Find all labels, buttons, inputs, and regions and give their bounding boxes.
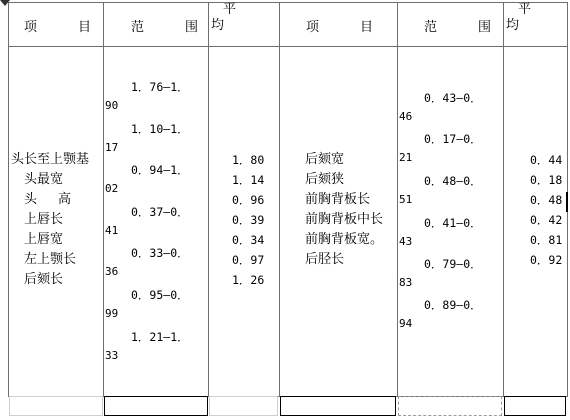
list-item: 后胫长 [305, 252, 345, 267]
header-item-2: 项 目 [306, 20, 388, 35]
average-value: 0．81 [530, 233, 563, 247]
range-value: 0．94—1． [131, 163, 189, 177]
list-item: 上唇宽 [24, 232, 64, 247]
range-tail: 46 [399, 110, 413, 123]
range-value: 0．48—0． [424, 174, 482, 188]
empty-cell[interactable] [504, 396, 566, 416]
range-tail: 41 [105, 224, 119, 237]
list-item: 前胸背板中长 [305, 212, 384, 227]
average-value: 0．34 [232, 233, 265, 247]
list-item: 头 高 [24, 192, 76, 207]
range-tail: 17 [105, 141, 119, 154]
range-value: 1．10—1． [131, 122, 189, 136]
empty-cell[interactable] [398, 396, 502, 416]
header-average: 平均 [211, 2, 237, 33]
range-tail: 21 [399, 151, 413, 164]
empty-cell[interactable] [104, 396, 208, 416]
average-value: 0．96 [232, 193, 265, 207]
range-value: 0．41—0． [424, 216, 482, 230]
header-average-2: 平均 [506, 2, 532, 33]
range-value: 0．43—0． [424, 91, 482, 105]
average-value: 0．92 [530, 253, 563, 267]
average-value: 0．44 [530, 153, 563, 167]
average-value: 0．97 [232, 253, 265, 267]
average-value: 0．18 [530, 173, 563, 187]
header-item: 项 目 [24, 20, 106, 35]
header-range: 范 围 [131, 20, 213, 35]
range-value: 0．89—0． [424, 298, 482, 312]
range-value: 0．17—0． [424, 132, 482, 146]
range-tail: 51 [399, 193, 413, 206]
average-value: 0．42 [530, 213, 563, 227]
range-value: 0．33—0． [131, 246, 189, 260]
empty-cell[interactable] [209, 396, 278, 416]
range-tail: 33 [105, 349, 119, 362]
range-value: 1．76—1． [131, 80, 189, 94]
range-tail: 02 [105, 182, 119, 195]
range-value: 0．37—0． [131, 205, 189, 219]
average-value: 1．26 [232, 273, 265, 287]
list-item: 头最宽 [24, 172, 64, 187]
range-tail: 90 [105, 99, 119, 112]
range-tail: 36 [105, 265, 119, 278]
range-value: 0．95—0． [131, 288, 189, 302]
range-tail: 94 [399, 317, 413, 330]
range-value: 1．21—1． [131, 330, 189, 344]
empty-cell[interactable] [280, 396, 396, 416]
average-value: 0．48 [530, 193, 563, 207]
list-item: 上唇长 [24, 212, 64, 227]
average-value: 1．80 [232, 153, 265, 167]
range-tail: 43 [399, 235, 413, 248]
range-tail: 99 [105, 307, 119, 320]
list-item: 后颏狭 [305, 172, 345, 187]
average-value: 0．39 [232, 213, 265, 227]
list-item: 头长至上颚基 [11, 152, 90, 167]
list-item: 左上颚长 [24, 252, 77, 267]
list-item: 前胸背板长 [305, 192, 371, 207]
average-value: 1．14 [232, 173, 265, 187]
range-value: 0．79—0． [424, 257, 482, 271]
edge-marker [566, 192, 568, 212]
list-item: 后颏长 [24, 272, 64, 287]
range-tail: 83 [399, 276, 413, 289]
empty-cell[interactable] [9, 396, 103, 416]
list-item: 前胸背板宽。 [305, 232, 384, 247]
list-item: 后颏宽 [305, 152, 345, 167]
header-range-2: 范 围 [424, 20, 506, 35]
